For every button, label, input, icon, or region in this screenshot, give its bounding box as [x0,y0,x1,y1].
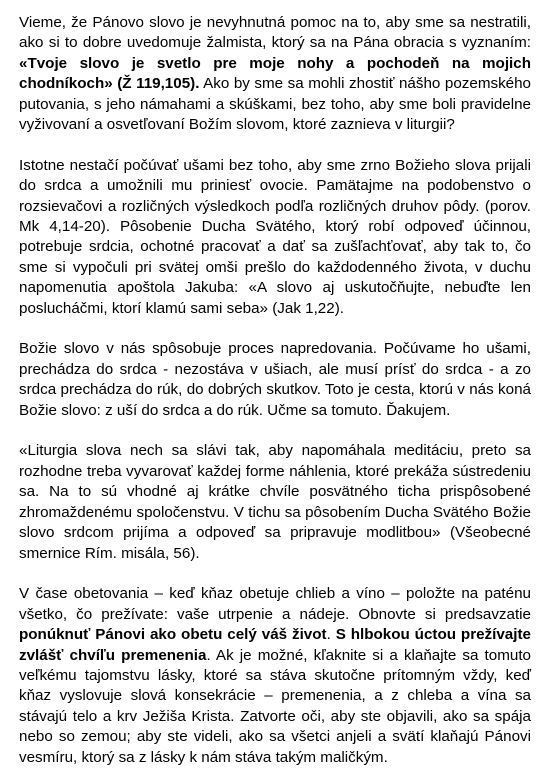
paragraph-5 [19,584,531,768]
bold-run: «Tvoje slovo je svetlo pre moje nohy a pochodeň na mojich chodníkoch» (Ž 119,105). [19,54,531,93]
text-run: Istotne nestačí počúvať ušami bez toho, aby sme zrno Božieho slova prijali do srdca a umožnili mu priniesť ovocie. Pamätajme na podobenstvo o rozsievačovi a rozličných výsledkoch podľa rozličných druhov pôdy. (porov. Mk 4,14-20). Pôsobenie Ducha Svätého, ktorý robí odpoveď účinnou, potrebuje srdcia, ochotné pracovať a dať sa zušľachťovať, aby tak to, čo sme si vypočuli pri svätej omši prešlo do každodenného života, v duchu napomenutia apoštola Jakuba: «A slovo aj uskutočňujte, nebuďte len poslucháčmi, ktorí klamú sami seba» (Jak 1,22). [19,156,531,317]
paragraph-2 [19,156,531,319]
text-run: V čase obetovania – keď kňaz obetuje chlieb a víno – položte na paténu všetko, čo prežívate: vaše utrpenie a nádeje. Obnovte si predsavzatie [19,585,531,623]
bold-run: S hlbokou úctou prežívajte zvlášť chvíľu premenenia [19,626,531,664]
paragraph-4 [19,441,531,563]
text-run: . Ak je možné, kľaknite si a klaňajte sa tomuto veľkému tajomstvu lásky, ktoré sa stáva skutočne prítomným vždy, keď kňaz vyslovuje slová konsekrácie – premenenia, a z chleba a vína sa stávajú telo a krv Ježiša Krista. Zatvorte oči, aby ste objavili, ako sa spája nebo so zemou; aby ste videli, ako sa všetci anjeli a svätí klaňajú Pánovi vesmíru, ktorý sa z lásky k nám stáva takým maličkým. [19,646,531,766]
document-body [19,13,531,768]
text-run: Vieme, že Pánovo slovo je nevyhnutná pomoc na to, aby sme sa nestratili, ako si to dobre uvedomuje žalmista, ktorý sa na Pána obracia s vyznaním: [19,14,531,52]
paragraph-3 [19,339,531,421]
text-run: «Liturgia slova nech sa slávi tak, aby napomáhala meditáciu, preto sa rozhodne treba vyvarovať každej forme náhlenia, ktoré prekáža sústredeniu sa. Na to sú vhodné aj krátke chvíle posvätného ticha prispôsobené zhromaždenému spoločenstvu. V tichu sa pôsobením Ducha Svätého Božie slovo srdcom prijíma a odpoveď sa pripravuje modlitbou» (Všeobecné smernice Rím. misála, 56). [19,442,531,562]
text-run: . [326,626,336,644]
text-run: Ako by sme sa mohli zhostiť nášho pozemského putovania, s jeho námahami a skúškami, bez toho, aby sme boli pravidelne vyživovaní a osvetľovaní Božím slovom, ktoré zaznieva v liturgii? [19,75,531,134]
text-run: Božie slovo v nás spôsobuje proces napredovania. Počúvame ho ušami, prechádza do srdca - nezostáva v ušiach, ale musí prísť do srdca - a zo srdca prechádza do rúk, do dobrých skutkov. Toto je cesta, ktorú v nás koná Božie slovo: z uší do srdca a do rúk. Učme sa tomuto. Ďakujem. [19,340,531,419]
paragraph-1 [19,13,531,135]
bold-run: ponúknuť Pánovi ako obetu celý váš život [19,626,327,644]
